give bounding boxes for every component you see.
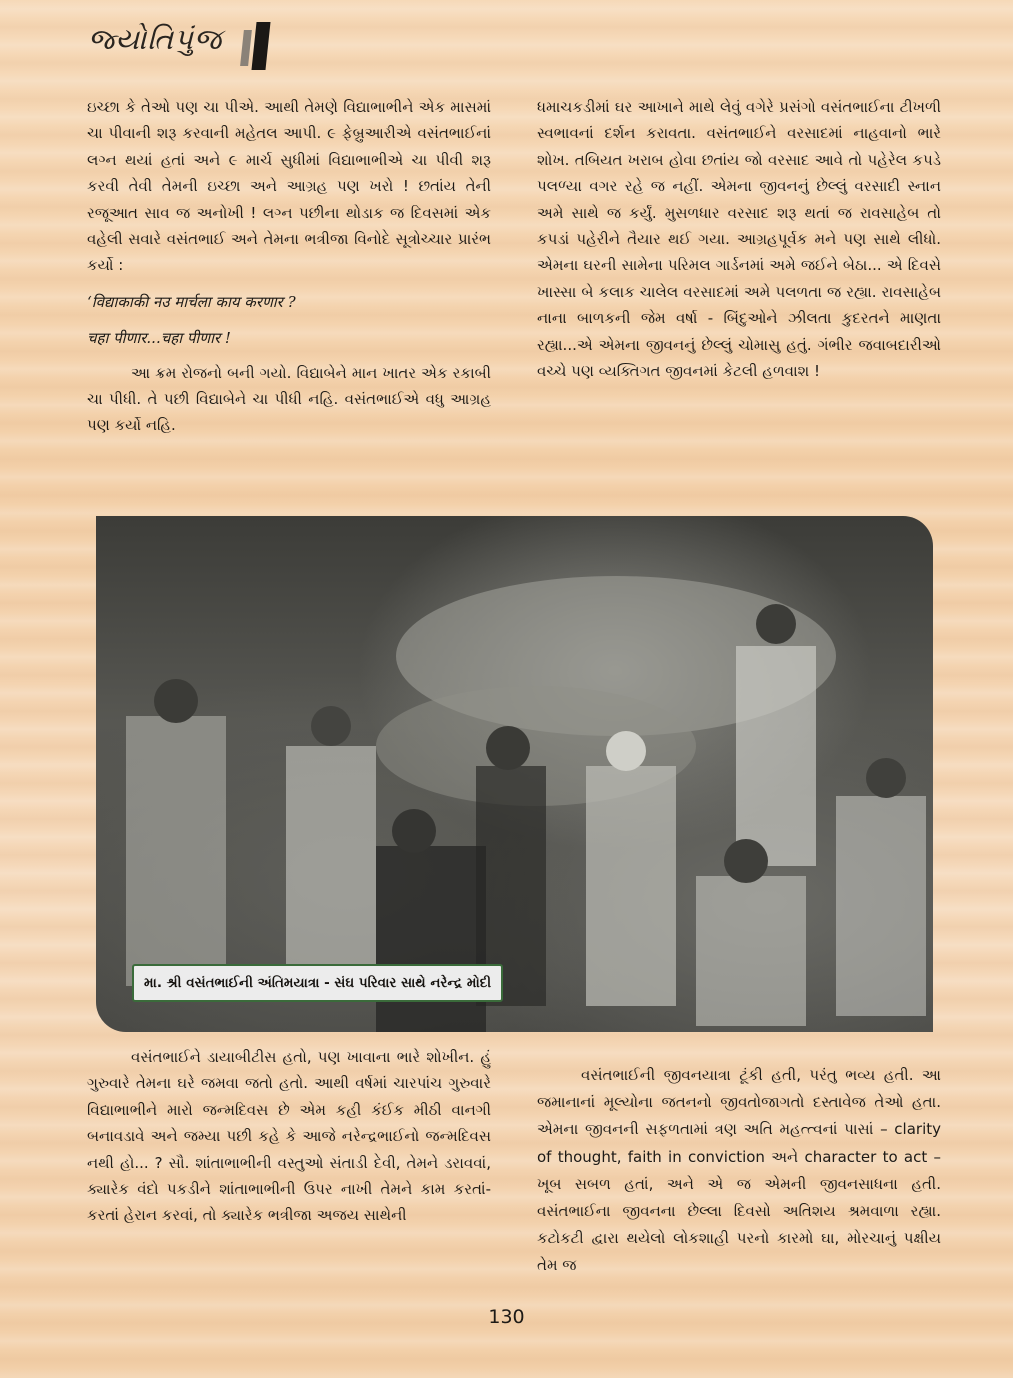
funeral-procession-photo — [96, 516, 933, 1032]
paragraph: આ ક્રમ રોજનો બની ગયો. વિદ્યાબેને માન ખાતર એક રકાબી ચા પીધી. તે પછી વિદ્યાબેને ચા પીધી નહિ. વસંતભાઈએ વધુ આગ્રહ પણ કર્યો નહિ. — [87, 363, 491, 435]
paragraph: વસંતભાઈને ડાયાબીટીસ હતો, પણ ખાવાના ભારે શોખીન. હું ગુરુવારે તેમના ઘરે જમવા જતો હતો. આથી વર્ષમાં ચારપાંચ ગુરુવારે વિદ્યાભાભીને મારો જન્મદિવસ છે એમ કહી કંઈક મીઠી વાનગી બનાવડાવે અને જમ્યા પછી કહે કે આજે નરેન્દ્રભાઈનો જન્મદિવસ નથી હો... ? સૌ. શાંતાભાભીની વસ્તુઓ સંતાડી દેવી, તેમને ડરાવવાં, ક્યારેક વંદો પકડીને શાંતાભાભીની ઉપર નાખી તેમને કામ કરતાં-કરતાં હેરાન કરવાં, તો ક્યારેક ભત્રીજા અજય સાથેની — [87, 1048, 491, 1225]
paragraph: વસંતભાઈની જીવનયાત્રા ટૂંકી હતી, પરંતુ ભવ્ય હતી. આ જમાનાનાં મૂલ્યોના જતનનો જીવતોજાગતો દસ્તાવેજ તેઓ હતા. એમના જીવનની સફળતામાં ત્રણ અતિ મહત્ત્વનાં પાસાં – clarity of thought, faith in conviction અને character to act – ખૂબ સબળ હતાં, અને એ જ એમની જીવનસાધના હતી. વસંતભાઈના જીવનના છેલ્લા દિવસો અતિશય શ્રમવાળા રહ્યા. કટોકટી દ્વારા થયેલો લોકશાહી પરનો કારમો ઘા, મોરચાનું પક્ષીય તેમ જ — [537, 1066, 941, 1275]
quote-line: ‘विद्याकाकी नउ मार्चला काय करणार ? — [87, 292, 296, 311]
photo-illustration — [96, 516, 933, 1032]
column-right-bottom — [537, 1062, 941, 1280]
column-left-top — [87, 94, 491, 439]
photo-caption: મા. શ્રી વસંતભાઈની અંતિમયાત્રા - સંઘ પરિવાર સાથે નરેન્દ્ર મોદી — [132, 964, 503, 1002]
column-left-bottom — [87, 1044, 491, 1229]
page-header-title: જ્યોતિપુંજ — [88, 22, 223, 56]
page-number: 130 — [488, 1306, 525, 1328]
paragraph: ઇચ્છા કે તેઓ પણ ચા પીએ. આથી તેમણે વિદ્યાભાભીને એક માસમાં ચા પીવાની શરૂ કરવાની મહેતલ આપી. ૯ ફેબ્રુઆરીએ વસંતભાઈનાં લગ્ન થયાં હતાં અને ૯ માર્ચ સુધીમાં વિદ્યાભાભીએ ચા પીવી શરૂ કરવી તેવી તેમની ઇચ્છા અને આગ્રહ પણ ખરો ! છતાંય તેની રજૂઆત સાવ જ અનોખી ! લગ્ન પછીના થોડાક જ દિવસમાં એક વહેલી સવારે વસંતભાઈ અને તેમના ભત્રીજા વિનોદે સૂત્રોચ્ચાર પ્રારંભ કર્યો : — [87, 98, 491, 275]
header-decoration — [238, 22, 274, 70]
column-right-top — [537, 94, 941, 384]
quote-line: चहा पीणार...चहा पीणार ! — [87, 329, 231, 348]
paragraph: ધમાચકડીમાં ઘર આખાને માથે લેવું વગેરે પ્રસંગો વસંતભાઈના ટીખળી સ્વભાવનાં દર્શન કરાવતા. વસંતભાઈને વરસાદમાં નાહવાનો ભારે શોખ. તબિયત ખરાબ હોવા છતાંય જો વરસાદ આવે તો પહેરેલ કપડે પલળ્યા વગર રહે જ નહીં. એમના જીવનનું છેલ્લું વરસાદી સ્નાન અમે સાથે જ કર્યું. મુસળધાર વરસાદ શરૂ થતાં જ રાવસાહેબ તો કપડાં પહેરીને તૈયાર થઈ ગયા. આગ્રહપૂર્વક મને પણ સાથે લીધો. એમના ઘરની સામેના પરિમલ ગાર્ડનમાં અમે જઈને બેઠા... એ દિવસે ખાસ્સા બે કલાક ચાલેલ વરસાદમાં અમે પલળતા જ રહ્યા. રાવસાહેબ નાના બાળકની જેમ વર્ષા - બિંદુઓને ઝીલતા કુદરતને માણતા રહ્યા...એ એમના જીવનનું છેલ્લું ચોમાસુ હતું. ગંભીર જવાબદારીઓ વચ્ચે પણ વ્યક્તિગત જીવનમાં કેટલી હળવાશ ! — [537, 98, 941, 381]
